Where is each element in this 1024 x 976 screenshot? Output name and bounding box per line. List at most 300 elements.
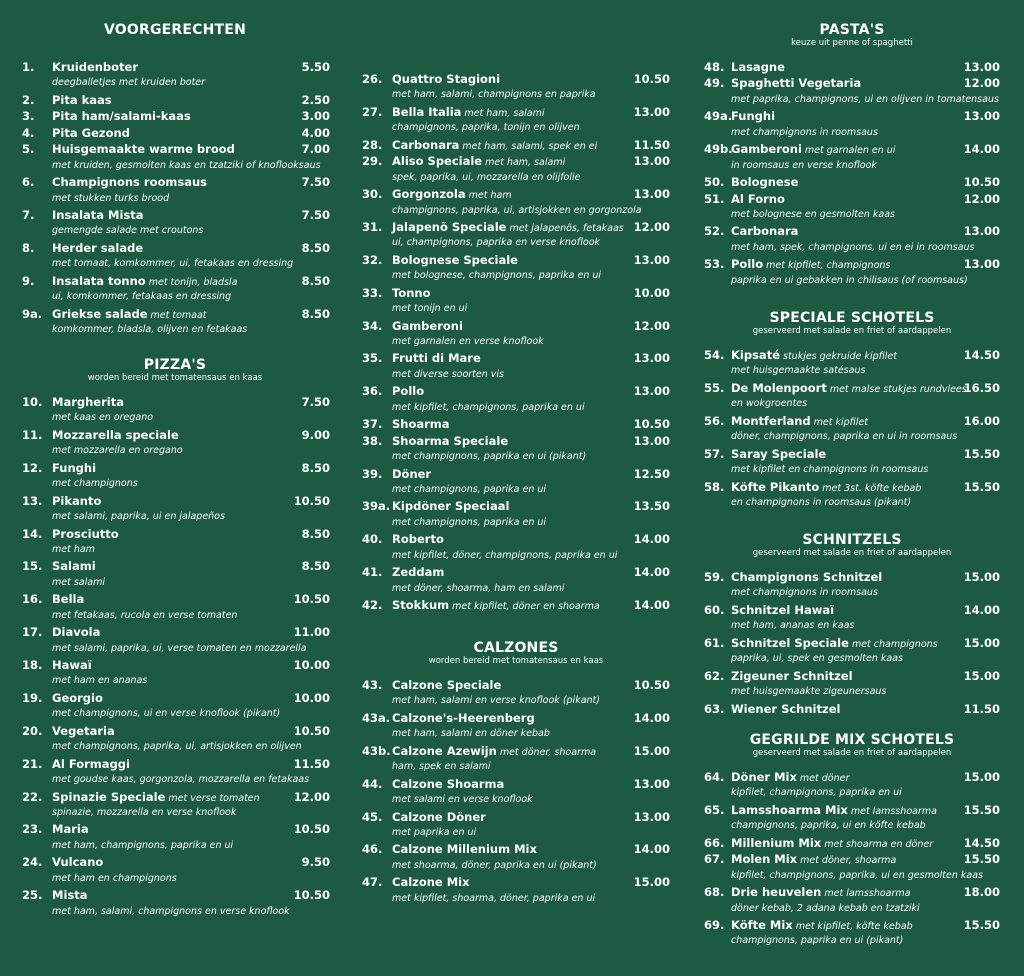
menu-item [22, 306, 330, 322]
item-price: 13.00 [633, 433, 670, 448]
item-name: Calzone Millenium Mix [392, 842, 537, 857]
item-name: Carbonara [392, 137, 460, 152]
item-number: 44. [362, 776, 383, 791]
item-price: 10.50 [633, 678, 670, 692]
item-description: met champignons, paprika en ui [392, 483, 547, 495]
item-number: 5. [22, 142, 35, 157]
item-price: 11.50 [633, 137, 670, 152]
item-name: Insalata tonno [52, 273, 146, 288]
menu-item [704, 701, 1000, 717]
item-price: 10.50 [963, 175, 1000, 190]
item-number: 49. [704, 76, 725, 91]
section-title: CALZONES [473, 640, 559, 656]
section-subtitle: geserveerd met salade en friet of aardappelen [752, 548, 952, 558]
item-description: met kaas en oregano [52, 412, 154, 424]
item-number: 16. [22, 592, 43, 607]
item-price: 12.00 [963, 191, 1000, 206]
item-name: Calzone Döner [392, 809, 486, 824]
item-price: 7.50 [301, 395, 330, 409]
item-name: Funghi [52, 460, 97, 475]
item-price: 2.50 [301, 92, 330, 107]
section-title: SPECIALE SCHOTELS [769, 310, 935, 326]
menu-item [704, 380, 1000, 396]
menu-item [704, 851, 1000, 867]
menu-item [704, 479, 1000, 495]
item-name: Tonno [392, 285, 431, 300]
menu-item [704, 59, 1000, 75]
item-description-line [22, 158, 330, 174]
menu-item [22, 174, 330, 190]
item-price: 13.00 [633, 252, 670, 267]
item-name: Salami [52, 559, 96, 574]
item-description-line [22, 509, 330, 525]
item-inline-description: met garnalen en ui [804, 145, 896, 157]
item-number: 35. [362, 351, 383, 366]
item-price: 12.00 [963, 76, 1000, 91]
item-price: 13.00 [633, 104, 670, 119]
menu-item [704, 223, 1000, 239]
item-price: 16.50 [963, 380, 1000, 395]
item-price: 10.00 [633, 285, 670, 300]
item-description-line [362, 693, 670, 709]
item-description: champignons, paprika en ui (pikant) [731, 935, 904, 947]
item-description-line [22, 75, 330, 91]
item-description-line [704, 933, 1000, 949]
item-number: 65. [704, 802, 725, 817]
item-number: 26. [362, 72, 383, 86]
item-description: met bolognese en gesmolten kaas [731, 208, 895, 220]
item-price: 13.00 [633, 351, 670, 366]
item-inline-description: met verse tomaten [168, 792, 260, 804]
item-description: deegballetjes met kruiden boter [52, 77, 206, 89]
item-description: met ham, salami, champignons en verse knoflook [52, 905, 290, 917]
item-name: Calzone Speciale [392, 678, 502, 692]
item-price: 7.00 [301, 142, 330, 157]
menu-item [22, 273, 330, 289]
menu-item [22, 624, 330, 640]
item-description-line [22, 904, 330, 920]
item-description: met ham en ananas [52, 675, 148, 687]
item-name: Gamberoni [392, 318, 463, 333]
item-number: 2. [22, 92, 35, 107]
item-number: 14. [22, 526, 43, 541]
menu-item [22, 59, 330, 75]
item-price: 14.00 [633, 710, 670, 725]
item-description: met huisgemaakte satésaus [731, 365, 866, 377]
item-number: 45. [362, 809, 383, 824]
item-description-line [704, 495, 1000, 511]
item-number: 46. [362, 842, 383, 857]
menu-item [704, 602, 1000, 618]
item-price: 15.50 [963, 446, 1000, 461]
item-description-line [362, 515, 670, 531]
item-name: Frutti di Mare [392, 351, 481, 366]
item-description-line [704, 207, 1000, 223]
item-number: 33. [362, 285, 383, 300]
item-name: Carbonara [731, 224, 799, 239]
item-name: Montferland [731, 413, 811, 428]
item-name: Drie heuvelen [731, 885, 822, 900]
item-number: 10. [22, 395, 43, 409]
section-header [0, 23, 350, 59]
item-price: 7.50 [301, 175, 330, 190]
item-description: in roomsaus en verse knoflook [731, 159, 877, 171]
item-price: 15.00 [633, 743, 670, 758]
item-price: 13.00 [963, 257, 1000, 272]
menu-item [22, 526, 330, 542]
item-name: Champignons Schnitzel [731, 570, 883, 584]
item-name: Spinazie Speciale [52, 789, 166, 804]
menu-item [704, 256, 1000, 272]
item-price: 12.00 [633, 318, 670, 333]
item-description: met ham, spek, champignons, ui en ei in roomsaus [731, 241, 975, 253]
menu-item [22, 789, 330, 805]
item-inline-description: met malse stukjes rundvlees [829, 383, 967, 395]
item-price: 8.50 [301, 306, 330, 321]
item-inline-description: met lamsshoarma [824, 888, 911, 900]
item-description: met garnalen en verse knoflook [392, 336, 544, 347]
menu-item [22, 591, 330, 607]
item-price: 11.50 [293, 756, 330, 771]
menu-item [362, 137, 670, 153]
menu-item [704, 413, 1000, 429]
item-number: 11. [22, 427, 43, 442]
item-description-line [362, 400, 670, 416]
item-description-line [22, 289, 330, 305]
item-number: 28. [362, 137, 383, 152]
menu-item [22, 657, 330, 673]
item-inline-description: met 3st. köfte kebab [822, 482, 922, 494]
item-price: 12.00 [293, 789, 330, 804]
item-number: 43. [362, 678, 383, 692]
item-description: met salami, paprika, ui, verse tomaten en mozzarella [52, 642, 307, 654]
menu-item [22, 92, 330, 108]
item-price: 10.50 [293, 723, 330, 738]
item-name-with-description [392, 597, 600, 615]
item-description: met tonijn en ui [392, 303, 468, 315]
item-inline-description: met champignons [851, 638, 938, 650]
menu-item [362, 710, 670, 726]
item-description-line [362, 334, 670, 350]
item-description: met shoarma, döner, paprika en ui (pikant) [392, 859, 597, 871]
item-name: Lasagne [731, 60, 785, 74]
section-header [704, 311, 1000, 347]
item-name: Vegetaria [52, 723, 115, 738]
item-number: 19. [22, 690, 43, 705]
item-description: met kipfilet, shoarma, döner, paprika en ui [392, 892, 596, 904]
item-number: 29. [362, 154, 383, 169]
item-description-line [704, 240, 1000, 256]
item-description: met mozzarella en oregano [52, 445, 183, 457]
section-header [704, 23, 1000, 59]
item-description-line [362, 726, 670, 742]
menu-item [362, 433, 670, 449]
item-name: Insalata Mista [52, 207, 144, 222]
item-inline-description: met ham [468, 190, 512, 202]
menu-item [362, 350, 670, 366]
item-price: 12.50 [633, 466, 670, 481]
item-description-line [22, 443, 330, 459]
item-description: champignons, paprika, ui, artisjokken en gorgonzola [392, 204, 642, 216]
item-name: Maria [52, 822, 89, 837]
item-number: 53. [704, 257, 725, 272]
menu-item [22, 108, 330, 124]
item-name: Pita kaas [52, 92, 112, 107]
section-title: PASTA'S [819, 22, 885, 38]
item-description: en wokgroentes [731, 398, 808, 410]
item-description-line [704, 125, 1000, 141]
menu-item [362, 809, 670, 825]
item-number: 30. [362, 187, 383, 202]
item-inline-description: met kipfilet, döner en shoarma [452, 601, 600, 612]
item-name: Wiener Schnitzel [731, 701, 841, 716]
menu-item [362, 104, 670, 120]
item-number: 37. [362, 417, 383, 432]
menu-item [362, 318, 670, 334]
item-description-line [704, 618, 1000, 634]
menu-item [22, 493, 330, 509]
menu-item [22, 887, 330, 903]
item-description-line [704, 868, 1000, 884]
item-price: 10.50 [293, 592, 330, 607]
item-number: 20. [22, 723, 43, 738]
item-description-line [704, 363, 1000, 379]
item-name: Herder salade [52, 240, 144, 255]
section-header [704, 733, 1000, 769]
item-description: met champignons in roomsaus [731, 587, 878, 599]
item-description: kipfilet, champignons, paprika, ui en gesmolten kaas [731, 869, 984, 881]
item-description-line [704, 273, 1000, 289]
item-price: 15.00 [963, 770, 1000, 784]
item-description-line [22, 223, 330, 239]
menu-item [704, 75, 1000, 91]
item-description: met goudse kaas, gorgonzola, mozzarella en fetakaas [52, 774, 310, 786]
item-description-line [22, 641, 330, 657]
item-price: 14.00 [633, 842, 670, 857]
item-description-line [22, 322, 330, 338]
item-description: met stukken turks brood [52, 192, 170, 204]
item-number: 40. [362, 532, 383, 547]
item-number: 39a. [362, 499, 391, 514]
item-description: met paprika en ui [392, 826, 477, 838]
item-number: 60. [704, 602, 725, 617]
item-name: Shoarma Speciale [392, 433, 509, 448]
item-price: 15.50 [963, 802, 1000, 817]
item-number: 12. [22, 460, 43, 475]
item-inline-description: met döner [799, 773, 850, 784]
item-name: Roberto [392, 532, 444, 547]
item-description: met ham [52, 543, 95, 555]
item-name: Al Formaggi [52, 756, 130, 771]
item-inline-description: met döner, shoarma [499, 746, 597, 758]
item-name: Döner Mix [731, 770, 797, 784]
item-number: 63. [704, 701, 725, 716]
item-description-line [22, 706, 330, 722]
item-description-line [362, 825, 670, 841]
item-inline-description: met kipfilet, champignons [766, 260, 891, 272]
item-description: met ham, salami en döner kebab [392, 728, 550, 740]
item-number: 67. [704, 852, 725, 867]
item-name: Bella [52, 592, 85, 607]
menu-item [362, 186, 670, 202]
item-number: 62. [704, 668, 725, 683]
item-number: 24. [22, 855, 43, 870]
item-description-line [362, 235, 670, 251]
item-price: 14.00 [963, 602, 1000, 617]
menu-section [704, 23, 1000, 289]
item-name: Diavola [52, 625, 101, 640]
item-name: Kruidenboter [52, 60, 139, 74]
item-description-line [362, 792, 670, 808]
item-description-line [22, 476, 330, 492]
menu-item [22, 240, 330, 256]
item-description: met salami [52, 576, 105, 588]
item-description-line [362, 367, 670, 383]
item-number: 6. [22, 175, 35, 190]
item-name: Margherita [52, 395, 124, 409]
item-description: met salami, paprika, ui en jalapeños [52, 511, 225, 523]
item-name: Hawaï [52, 658, 92, 672]
item-name: Prosciutto [52, 526, 119, 541]
item-name: Aliso Speciale [392, 154, 483, 169]
menu-item [22, 821, 330, 837]
item-number: 27. [362, 104, 383, 119]
item-description: gemengde salade met croutons [52, 225, 204, 237]
menu-item [22, 756, 330, 772]
item-number: 59. [704, 570, 725, 584]
item-price: 15.50 [963, 852, 1000, 867]
item-name: Calzone Azewijn [392, 743, 497, 758]
menu-section [22, 23, 330, 338]
item-number: 57. [704, 446, 725, 461]
menu-section [704, 733, 1000, 950]
menu-item [362, 531, 670, 547]
item-inline-description: met jalapenõs, fetakaas [509, 222, 624, 234]
item-name: Mista [52, 888, 88, 903]
item-price: 12.00 [633, 219, 670, 234]
item-inline-description: met lamsshoarma [850, 805, 937, 817]
item-price: 13.00 [633, 776, 670, 791]
item-inline-description: met ham, salami [485, 157, 566, 169]
item-description: döner kebab, 2 adana kebab en tzatziki [731, 902, 920, 914]
item-description: champignons, paprika, tonijn en olijven [392, 122, 580, 134]
item-price: 8.50 [301, 273, 330, 288]
item-description-line [704, 785, 1000, 801]
section-header [362, 641, 670, 677]
item-price: 10.50 [293, 822, 330, 837]
item-number: 52. [704, 224, 725, 239]
item-description-line [362, 87, 670, 103]
menu-item [704, 141, 1000, 157]
item-description-line [362, 203, 670, 219]
item-name: Kipsaté [731, 348, 780, 362]
item-number: 50. [704, 175, 725, 190]
item-name: Vulcano [52, 855, 104, 870]
item-price: 15.00 [963, 570, 1000, 584]
item-number: 23. [22, 822, 43, 837]
item-price: 18.00 [963, 885, 1000, 900]
item-price: 8.50 [301, 559, 330, 574]
item-name: Pita ham/salami-kaas [52, 109, 191, 124]
item-description-line [362, 301, 670, 317]
item-description: kipfilet, champignons, paprika en ui [731, 787, 902, 799]
item-number: 7. [22, 207, 35, 222]
menu-item [362, 564, 670, 580]
item-description-line [362, 891, 670, 907]
item-price: 13.50 [633, 499, 670, 514]
item-price: 14.00 [633, 565, 670, 580]
item-description: ham, spek en salami [392, 761, 491, 773]
item-price: 8.50 [301, 460, 330, 475]
menu-item [362, 285, 670, 301]
menu-item [22, 141, 330, 157]
item-inline-description: met döner, shoarma [800, 855, 897, 867]
item-number: 39. [362, 466, 383, 481]
item-number: 31. [362, 219, 383, 234]
item-price: 10.00 [293, 690, 330, 705]
item-description-line [362, 858, 670, 874]
item-name: Millenium Mix [731, 835, 822, 850]
item-description: spek, paprika, ui, mozzarella en olijfolie [392, 171, 581, 183]
item-description-line [22, 838, 330, 854]
menu-item [22, 427, 330, 443]
item-price: 14.50 [963, 348, 1000, 362]
item-description-line [704, 92, 1000, 108]
item-number: 42. [362, 598, 383, 612]
item-description-line [22, 410, 330, 426]
menu-item [362, 383, 670, 399]
menu-item [22, 723, 330, 739]
item-description-line [362, 581, 670, 597]
item-name: Jalapenõ Speciale [392, 219, 507, 234]
item-inline-description: met tonijn, bladsla [148, 276, 238, 288]
item-number: 21. [22, 756, 43, 771]
item-number: 56. [704, 413, 725, 428]
item-number: 17. [22, 625, 43, 640]
menu-item [704, 884, 1000, 900]
section-subtitle: worden bereid met tomatensaus en kaas [87, 373, 263, 383]
item-price: 13.00 [963, 109, 1000, 124]
item-number: 8. [22, 240, 35, 255]
menu-item [704, 347, 1000, 363]
item-price: 10.50 [633, 417, 670, 432]
menu-item [704, 174, 1000, 190]
item-price: 8.50 [301, 240, 330, 255]
item-description: met champignons [52, 478, 138, 490]
item-description: met kruiden, gesmolten kaas en tzatziki of knoflooksaus [52, 159, 321, 171]
item-price: 15.50 [963, 917, 1000, 932]
item-description-line [704, 651, 1000, 667]
menu-item [22, 125, 330, 141]
menu-item [704, 917, 1000, 933]
item-description: met champignons in roomsaus [731, 126, 878, 138]
item-description-line [22, 805, 330, 821]
item-number: 13. [22, 493, 43, 508]
item-description-line [704, 684, 1000, 700]
item-number: 68. [704, 885, 725, 900]
item-name: De Molenpoort [731, 380, 827, 395]
item-price: 15.00 [963, 635, 1000, 650]
menu-section [362, 71, 670, 613]
item-price: 10.00 [293, 658, 330, 672]
item-description: met huisgemaakte zigeunersaus [731, 686, 887, 698]
item-inline-description: met kipfilet [813, 416, 868, 428]
section-subtitle: worden bereid met tomatensaus en kaas [428, 656, 604, 666]
menu-item [704, 108, 1000, 124]
item-price: 14.00 [633, 598, 670, 612]
item-name: Georgio [52, 690, 103, 705]
menu-item [362, 71, 670, 87]
